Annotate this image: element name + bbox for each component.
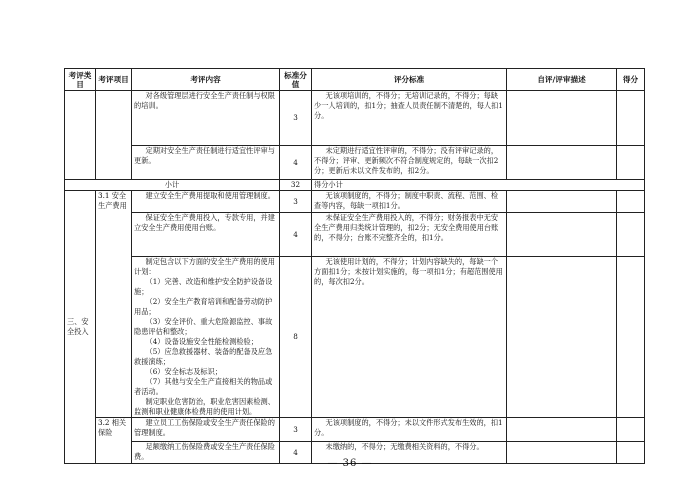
score-cell[interactable] xyxy=(617,146,645,180)
criteria-cell: 无该使用计划的，不得分；计划内容缺失的，每缺一个方面扣1分；未按计划实施的，每一项扣1分；有超范围使用的，每次扣2分。 xyxy=(312,257,507,418)
table-row xyxy=(65,191,645,213)
criteria-cell: 未定期进行适宜性评审的，不得分；没有评审记录的，不得分；评审、更新频次不符合制度规定的，每缺一次扣2分；更新后未以文件发布的，扣2分。 xyxy=(312,146,507,180)
std-score-cell: 4 xyxy=(280,146,312,180)
table-row xyxy=(65,418,645,442)
page-number: — 36 — xyxy=(327,458,373,469)
criteria-cell: 未保证安全生产费用投入的，不得分；财务报表中无安全生产费用归类统计管理的，扣2分；无安全费用使用台账的，不得分；台账不完整齐全的，扣1分。 xyxy=(312,213,507,257)
score-cell[interactable] xyxy=(617,418,645,442)
subtotal-score-label: 得分小计 xyxy=(312,180,645,191)
plan-line: 制定职业危害防治，职业危害因素检测、监测和职业健康体检费用的使用计划。 xyxy=(134,397,275,416)
header-category: 考评类目 xyxy=(65,69,96,91)
table-row xyxy=(65,146,645,180)
header-item: 考评项目 xyxy=(96,69,132,91)
plan-line: （1）完善、改造和维护安全防护设备设施； xyxy=(134,277,273,296)
std-score-cell: 4 xyxy=(280,442,312,464)
score-cell[interactable] xyxy=(617,213,645,257)
criteria-cell: 无该项制度的，不得分；制度中职责、流程、范围、检查等内容，每缺一项扣1分。 xyxy=(312,191,507,213)
self-eval-cell[interactable] xyxy=(507,418,617,442)
criteria-cell: 无该项制度的，不得分；未以文件形式发布生效的，扣1分。 xyxy=(312,418,507,442)
self-eval-cell[interactable] xyxy=(507,146,617,180)
plan-line: （3）安全评价、重大危险源监控、事故隐患评估和整改； xyxy=(134,317,273,336)
item-cell-empty xyxy=(96,91,132,180)
content-cell: 建立员工工伤保险或安全生产责任保险的管理制度。 xyxy=(132,418,280,442)
plan-line: （2）安全生产教育培训和配备劳动防护用品； xyxy=(134,297,273,316)
plan-line: （7）其他与安全生产直接相关的物品或者活动。 xyxy=(134,377,273,396)
item-cell: 3.1 安全生产费用 xyxy=(96,191,132,418)
self-eval-cell[interactable] xyxy=(507,257,617,418)
content-cell: 保证安全生产费用投入，专款专用，并建立安全生产费用使用台账。 xyxy=(132,213,280,257)
subtotal-value: 32 xyxy=(280,180,312,191)
table-row xyxy=(65,257,645,418)
criteria-cell: 无该项培训的，不得分；无培训记录的，不得分；每缺少一人培训的，扣1分；抽查人员责任制不清楚的，每人扣1分。 xyxy=(312,91,507,146)
plan-line: （4）设备设施安全性能检测检验； xyxy=(145,337,258,346)
std-score-cell: 3 xyxy=(280,91,312,146)
std-score-cell: 4 xyxy=(280,213,312,257)
header-std-score: 标准分值 xyxy=(280,69,312,91)
std-score-cell: 3 xyxy=(280,418,312,442)
score-cell[interactable] xyxy=(617,191,645,213)
self-eval-cell[interactable] xyxy=(507,91,617,146)
criteria-cell: 未缴纳的，不得分；无缴费相关资料的，不得分。 xyxy=(312,442,507,464)
self-eval-cell[interactable] xyxy=(507,213,617,257)
subtotal-label: 小计 xyxy=(65,180,280,191)
header-content: 考评内容 xyxy=(132,69,280,91)
plan-line: （5）应急救援器材、装备的配备及应急救援演练； xyxy=(134,347,273,366)
content-cell: 对各级管理层进行安全生产责任制与权限的培训。 xyxy=(132,91,280,146)
score-cell[interactable] xyxy=(617,91,645,146)
category-cell: 三、安全投入 xyxy=(65,191,96,464)
content-cell-plan xyxy=(132,257,280,418)
header-self-eval: 自评/评审描述 xyxy=(507,69,617,91)
score-cell[interactable] xyxy=(617,257,645,418)
evaluation-table xyxy=(64,68,645,464)
content-cell: 足额缴纳工伤保险费或安全生产责任保险费。 xyxy=(132,442,280,464)
subtotal-row xyxy=(65,180,645,191)
table-row xyxy=(65,91,645,146)
std-score-cell: 8 xyxy=(280,257,312,418)
self-eval-cell[interactable] xyxy=(507,191,617,213)
category-cell-empty xyxy=(65,91,96,180)
header-score: 得分 xyxy=(617,69,645,91)
plan-line: 制定包含以下方面的安全生产费用的使用计划： xyxy=(134,257,275,276)
std-score-cell: 3 xyxy=(280,191,312,213)
plan-line: （6）安全标志及标识； xyxy=(145,367,222,376)
table-header-row xyxy=(65,69,645,91)
header-criteria: 评分标准 xyxy=(312,69,507,91)
content-cell: 定期对安全生产责任制进行适宜性评审与更新。 xyxy=(132,146,280,180)
content-cell: 建立安全生产费用提取和使用管理制度。 xyxy=(132,191,280,213)
item-cell: 3.2 相关保险 xyxy=(96,418,132,464)
table-row xyxy=(65,213,645,257)
